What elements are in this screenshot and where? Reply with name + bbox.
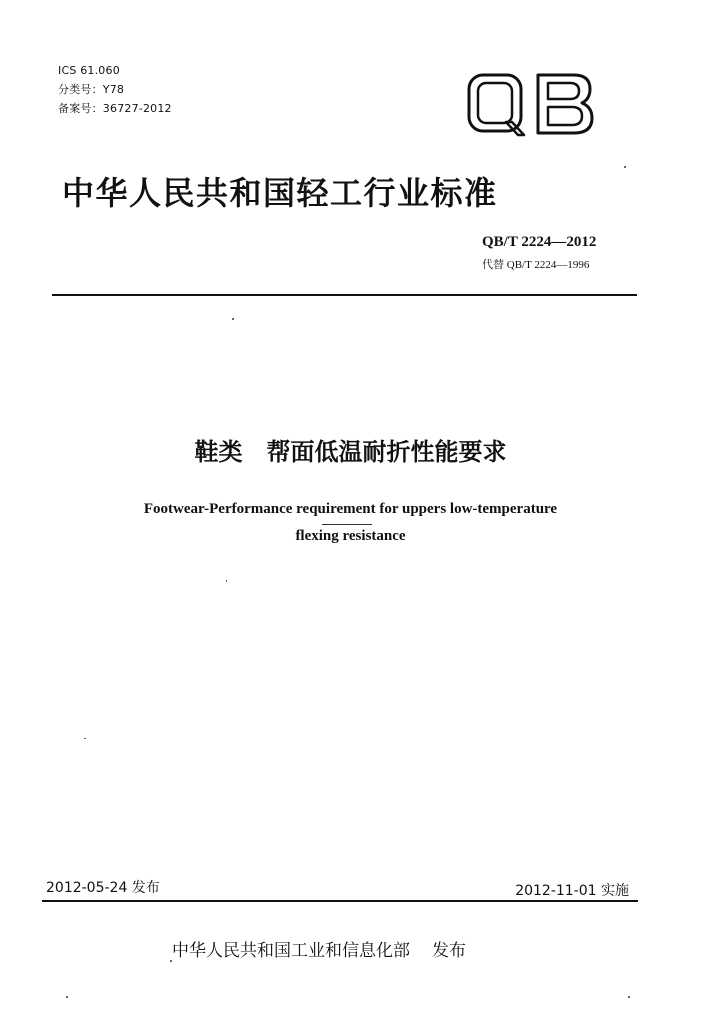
scan-speck: [66, 996, 68, 998]
publish-date: 2012-05-24 发布: [46, 880, 160, 896]
document-title-cn: 鞋类 帮面低温耐折性能要求: [194, 438, 507, 466]
qb-logo: [466, 72, 596, 138]
scan-speck: [322, 524, 372, 525]
bottom-divider: [42, 900, 638, 902]
standard-title: 中华人民共和国轻工行业标准: [62, 174, 498, 212]
issuer-name: 中华人民共和国工业和信息化部: [172, 941, 410, 961]
scan-speck: [84, 738, 86, 739]
scan-speck: [170, 960, 172, 962]
scan-speck: [624, 166, 626, 168]
filing-number: 备案号：36727-2012: [58, 102, 172, 115]
document-title-en: [0, 496, 701, 550]
classification-number: 分类号：Y78: [58, 83, 125, 96]
issuer-publish-label: 发布: [432, 941, 466, 961]
scan-speck: [232, 318, 234, 320]
issuing-authority: [172, 936, 466, 961]
document-title-en-line1: Footwear-Performance requirement for uppers low-temperature: [143, 501, 558, 517]
replaced-standard: 代替 QB/T 2224—1996: [482, 259, 590, 271]
standard-number: QB/T 2224—2012: [482, 234, 597, 250]
top-divider: [52, 294, 637, 296]
effective-date: 2012-11-01 实施: [515, 883, 629, 899]
scan-speck: [628, 996, 630, 998]
scan-speck: [226, 580, 227, 582]
ics-code: ICS 61.060: [58, 64, 120, 77]
document-title-en-line2: flexing resistance: [295, 528, 406, 544]
